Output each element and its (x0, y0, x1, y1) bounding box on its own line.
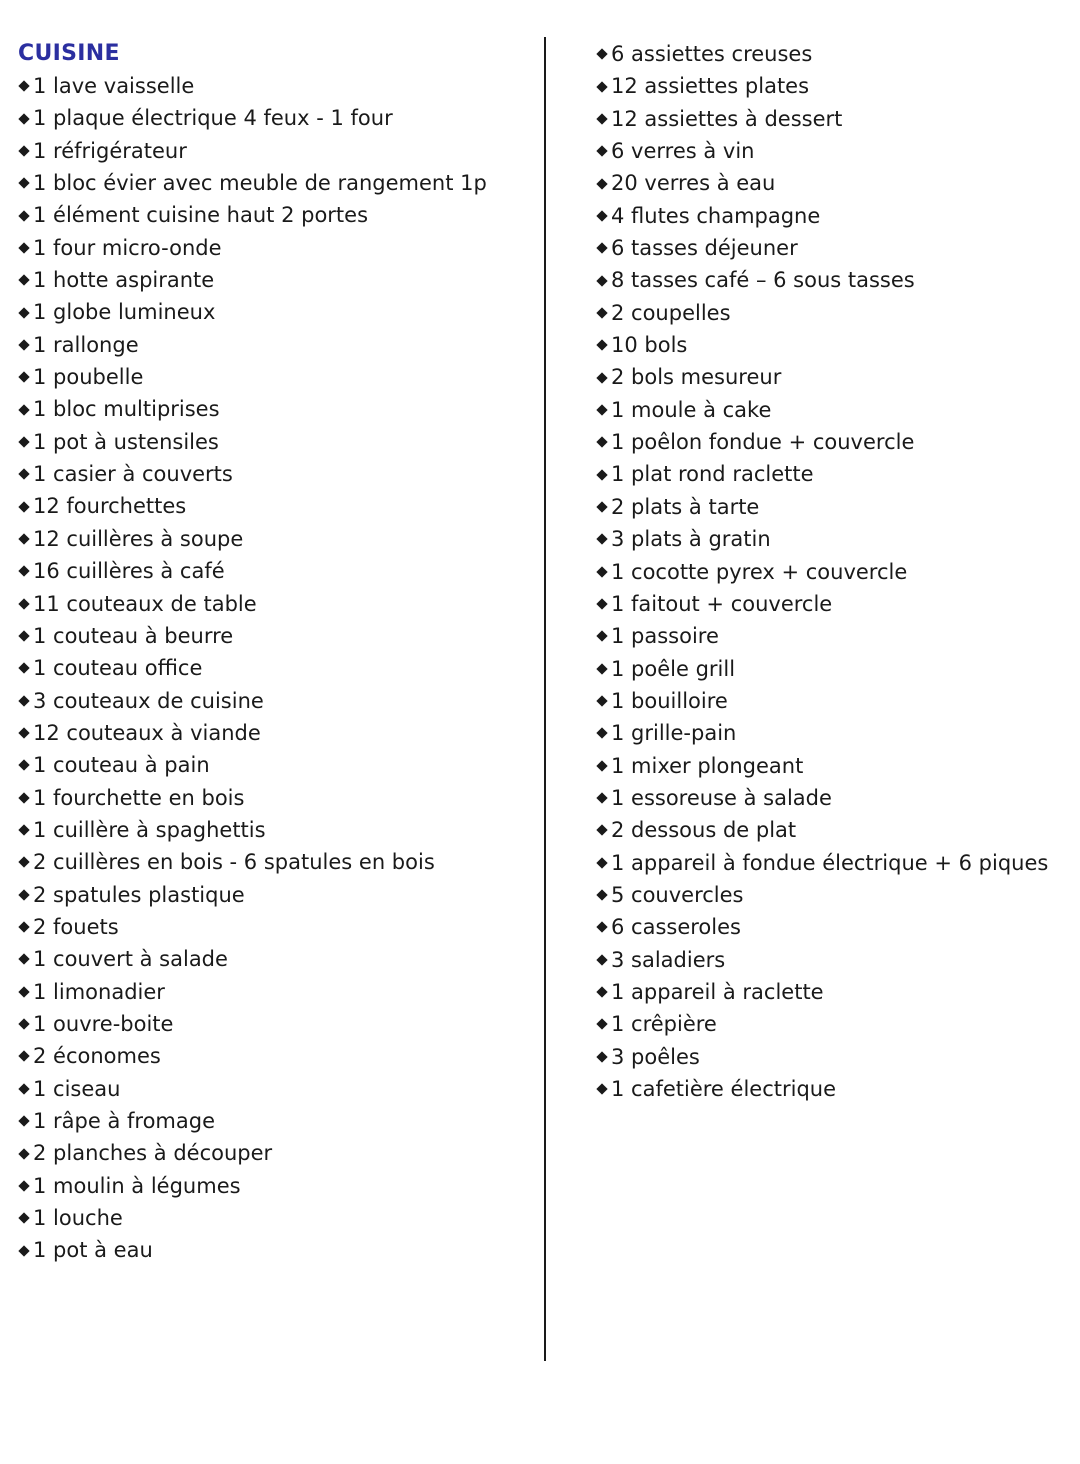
list-item-text: 6 tasses déjeuner (611, 236, 798, 261)
list-item (18, 782, 533, 814)
list-item-text: 1 couvert à salade (33, 947, 228, 972)
diamond-bullet-icon (596, 49, 607, 60)
section-heading: CUISINE (18, 41, 120, 66)
list-item (18, 588, 533, 620)
list-item (18, 814, 533, 846)
list-item-text: 1 cuillère à spaghettis (33, 817, 266, 842)
list-item (596, 556, 1066, 588)
list-item (596, 458, 1066, 490)
list-item (596, 911, 1066, 943)
list-item-text: 1 four micro-onde (33, 235, 222, 260)
list-item-text: 1 réfrigérateur (33, 138, 187, 163)
diamond-bullet-icon (596, 501, 607, 512)
list-item (18, 846, 533, 878)
list-item-text: 1 cocotte pyrex + couvercle (611, 559, 908, 584)
diamond-bullet-icon (18, 1213, 29, 1224)
list-item (18, 620, 533, 652)
diamond-bullet-icon (596, 534, 607, 545)
diamond-bullet-icon (18, 1245, 29, 1256)
diamond-bullet-icon (596, 243, 607, 254)
list-item (18, 943, 533, 975)
diamond-bullet-icon (18, 598, 29, 609)
list-item-text: 2 bols mesureur (611, 365, 782, 390)
diamond-bullet-icon (18, 1051, 29, 1062)
list-item (18, 685, 533, 717)
list-item (596, 491, 1066, 523)
list-item-text: 1 poêle grill (611, 656, 736, 681)
list-item (18, 1105, 533, 1137)
list-item-text: 1 moulin à légumes (33, 1173, 241, 1198)
diamond-bullet-icon (18, 339, 29, 350)
diamond-bullet-icon (18, 436, 29, 447)
list-item (596, 394, 1066, 426)
diamond-bullet-icon (596, 81, 607, 92)
diamond-bullet-icon (596, 663, 607, 674)
diamond-bullet-icon (18, 1018, 29, 1029)
diamond-bullet-icon (18, 501, 29, 512)
left-column (18, 38, 533, 1267)
diamond-bullet-icon (18, 81, 29, 92)
diamond-bullet-icon (18, 1083, 29, 1094)
list-item-text: 1 casier à couverts (33, 462, 233, 487)
list-item (596, 167, 1066, 199)
list-item-text: 12 cuillères à soupe (33, 526, 244, 551)
diamond-bullet-icon (18, 1148, 29, 1159)
list-item (596, 329, 1066, 361)
diamond-bullet-icon (596, 210, 607, 221)
list-item-text: 8 tasses café – 6 sous tasses (611, 268, 915, 293)
diamond-bullet-icon (596, 307, 607, 318)
list-item-text: 1 couteau à pain (33, 753, 210, 778)
list-item (596, 814, 1066, 846)
list-item (18, 329, 533, 361)
list-item (596, 1041, 1066, 1073)
list-item-text: 12 assiettes plates (611, 74, 810, 99)
list-item (18, 523, 533, 555)
diamond-bullet-icon (596, 340, 607, 351)
diamond-bullet-icon (596, 1084, 607, 1095)
diamond-bullet-icon (596, 760, 607, 771)
diamond-bullet-icon (18, 1180, 29, 1191)
list-item-text: 1 fourchette en bois (33, 785, 245, 810)
list-item-text: 20 verres à eau (611, 171, 776, 196)
diamond-bullet-icon (18, 986, 29, 997)
diamond-bullet-icon (18, 404, 29, 415)
list-item (18, 102, 533, 134)
diamond-bullet-icon (18, 210, 29, 221)
diamond-bullet-icon (18, 857, 29, 868)
list-item (18, 1234, 533, 1266)
list-item (18, 1040, 533, 1072)
list-item-text: 1 élément cuisine haut 2 portes (33, 203, 369, 228)
list-item (18, 393, 533, 425)
list-item (18, 167, 533, 199)
diamond-bullet-icon (596, 437, 607, 448)
diamond-bullet-icon (18, 824, 29, 835)
list-item-text: 1 bouilloire (611, 688, 728, 713)
list-item-text: 1 mixer plongeant (611, 753, 804, 778)
list-item (596, 38, 1066, 70)
list-item (596, 879, 1066, 911)
list-item (596, 944, 1066, 976)
list-item-text: 12 assiettes à dessert (611, 106, 843, 131)
list-item-text: 6 assiettes creuses (611, 42, 813, 66)
list-item-text: 1 poêlon fondue + couvercle (611, 430, 915, 455)
list-item (18, 458, 533, 490)
list-item (596, 232, 1066, 264)
list-item (596, 1073, 1066, 1105)
list-item (596, 523, 1066, 555)
diamond-bullet-icon (18, 630, 29, 641)
list-item (18, 1137, 533, 1169)
list-item (18, 879, 533, 911)
list-item-text: 1 globe lumineux (33, 300, 216, 325)
diamond-bullet-icon (18, 889, 29, 900)
list-item-text: 1 ciseau (33, 1076, 121, 1101)
diamond-bullet-icon (596, 404, 607, 415)
list-item (596, 620, 1066, 652)
list-item-text: 3 plats à gratin (611, 527, 771, 552)
diamond-bullet-icon (596, 598, 607, 609)
diamond-bullet-icon (596, 372, 607, 383)
list-item-text: 2 cuillères en bois - 6 spatules en bois (33, 850, 435, 875)
list-item (596, 1008, 1066, 1040)
diamond-bullet-icon (596, 631, 607, 642)
list-item (18, 555, 533, 587)
list-item-text: 1 couteau à beurre (33, 623, 234, 648)
list-item (18, 361, 533, 393)
list-item (18, 70, 533, 102)
diamond-bullet-icon (18, 178, 29, 189)
list-item (596, 717, 1066, 749)
diamond-bullet-icon (596, 825, 607, 836)
list-item-text: 1 plaque électrique 4 feux - 1 four (33, 106, 393, 131)
list-item (596, 264, 1066, 296)
list-item-text: 1 plat rond raclette (611, 462, 814, 487)
list-item-text: 2 planches à découper (33, 1141, 273, 1166)
list-item-text: 1 appareil à raclette (611, 979, 824, 1004)
diamond-bullet-icon (18, 760, 29, 771)
list-item-text: 1 lave vaisselle (33, 74, 195, 98)
diamond-bullet-icon (18, 307, 29, 318)
list-item-text: 2 fouets (33, 914, 119, 939)
list-item (18, 426, 533, 458)
diamond-bullet-icon (18, 792, 29, 803)
list-item (18, 199, 533, 231)
list-item-text: 12 fourchettes (33, 494, 187, 519)
list-item (596, 782, 1066, 814)
left-item-list (18, 70, 533, 1267)
list-item-text: 1 essoreuse à salade (611, 785, 832, 810)
list-item-text: 1 cafetière électrique (611, 1077, 837, 1101)
list-item (596, 103, 1066, 135)
list-item (18, 749, 533, 781)
diamond-bullet-icon (18, 469, 29, 480)
list-item (18, 1170, 533, 1202)
diamond-bullet-icon (18, 695, 29, 706)
list-item (18, 717, 533, 749)
list-item-text: 1 louche (33, 1206, 123, 1231)
list-item (18, 135, 533, 167)
list-item-text: 1 ouvre-boite (33, 1011, 174, 1036)
list-item (596, 685, 1066, 717)
list-item-text: 1 bloc évier avec meuble de rangement 1p (33, 171, 487, 196)
list-item (596, 135, 1066, 167)
list-item-text: 3 poêles (611, 1044, 700, 1069)
list-item-text: 2 dessous de plat (611, 818, 797, 843)
list-item-text: 6 casseroles (611, 915, 741, 940)
diamond-bullet-icon (18, 727, 29, 738)
list-item-text: 2 économes (33, 1044, 161, 1069)
list-item (18, 1008, 533, 1040)
list-item (18, 296, 533, 328)
list-item (596, 426, 1066, 458)
diamond-bullet-icon (18, 113, 29, 124)
diamond-bullet-icon (596, 792, 607, 803)
list-item-text: 12 couteaux à viande (33, 720, 261, 745)
diamond-bullet-icon (596, 857, 607, 868)
diamond-bullet-icon (18, 242, 29, 253)
diamond-bullet-icon (596, 178, 607, 189)
diamond-bullet-icon (18, 663, 29, 674)
list-item (596, 750, 1066, 782)
diamond-bullet-icon (18, 921, 29, 932)
list-item-text: 1 râpe à fromage (33, 1109, 215, 1133)
list-item-text: 16 cuillères à café (33, 559, 225, 584)
list-item-text: 6 verres à vin (611, 139, 755, 164)
list-item (596, 297, 1066, 329)
list-item-text: 1 appareil à fondue électrique + 6 piques (611, 850, 1049, 875)
diamond-bullet-icon (596, 1019, 607, 1030)
list-item-text: 2 spatules plastique (33, 882, 245, 907)
list-item-text: 11 couteaux de table (33, 591, 257, 616)
list-item-text: 1 pot à ustensiles (33, 429, 219, 454)
list-item-text: 3 saladiers (611, 947, 726, 972)
list-item-text: 1 limonadier (33, 979, 165, 1004)
diamond-bullet-icon (18, 275, 29, 286)
diamond-bullet-icon (596, 728, 607, 739)
list-item (18, 490, 533, 522)
list-item-text: 1 grille-pain (611, 721, 737, 746)
list-item (18, 264, 533, 296)
list-item (596, 70, 1066, 102)
list-item-text: 5 couvercles (611, 882, 744, 907)
list-item (18, 652, 533, 684)
diamond-bullet-icon (18, 1116, 29, 1127)
list-item-text: 3 couteaux de cuisine (33, 688, 264, 713)
list-item (596, 588, 1066, 620)
list-item (18, 232, 533, 264)
diamond-bullet-icon (18, 372, 29, 383)
diamond-bullet-icon (596, 113, 607, 124)
right-column (596, 38, 1066, 1105)
column-divider (544, 37, 546, 1361)
diamond-bullet-icon (596, 275, 607, 286)
list-item-text: 4 flutes champagne (611, 203, 821, 228)
diamond-bullet-icon (596, 889, 607, 900)
list-item-text: 2 plats à tarte (611, 494, 760, 519)
list-item-text: 1 poubelle (33, 365, 144, 390)
list-item (18, 976, 533, 1008)
list-item-text: 1 hotte aspirante (33, 268, 215, 293)
diamond-bullet-icon (18, 533, 29, 544)
list-item-text: 2 coupelles (611, 300, 731, 325)
diamond-bullet-icon (18, 954, 29, 965)
list-item (18, 911, 533, 943)
list-item-text: 1 bloc multiprises (33, 397, 220, 422)
diamond-bullet-icon (18, 145, 29, 156)
diamond-bullet-icon (596, 146, 607, 157)
diamond-bullet-icon (18, 566, 29, 577)
diamond-bullet-icon (596, 922, 607, 933)
list-item (18, 1202, 533, 1234)
list-item (596, 847, 1066, 879)
diamond-bullet-icon (596, 566, 607, 577)
list-item (596, 361, 1066, 393)
diamond-bullet-icon (596, 695, 607, 706)
diamond-bullet-icon (596, 954, 607, 965)
list-item (18, 1073, 533, 1105)
list-item-text: 10 bols (611, 333, 688, 358)
list-item-text: 1 couteau office (33, 656, 203, 681)
list-item-text: 1 moule à cake (611, 397, 772, 422)
list-item (596, 976, 1066, 1008)
list-item-text: 1 faitout + couvercle (611, 591, 833, 616)
diamond-bullet-icon (596, 469, 607, 480)
list-item (596, 200, 1066, 232)
list-item-text: 1 rallonge (33, 332, 139, 357)
list-item-text: 1 pot à eau (33, 1238, 153, 1263)
diamond-bullet-icon (596, 1051, 607, 1062)
list-item-text: 1 crêpière (611, 1012, 717, 1037)
list-item (596, 653, 1066, 685)
diamond-bullet-icon (596, 986, 607, 997)
list-item-text: 1 passoire (611, 624, 719, 649)
right-item-list (596, 38, 1066, 1105)
